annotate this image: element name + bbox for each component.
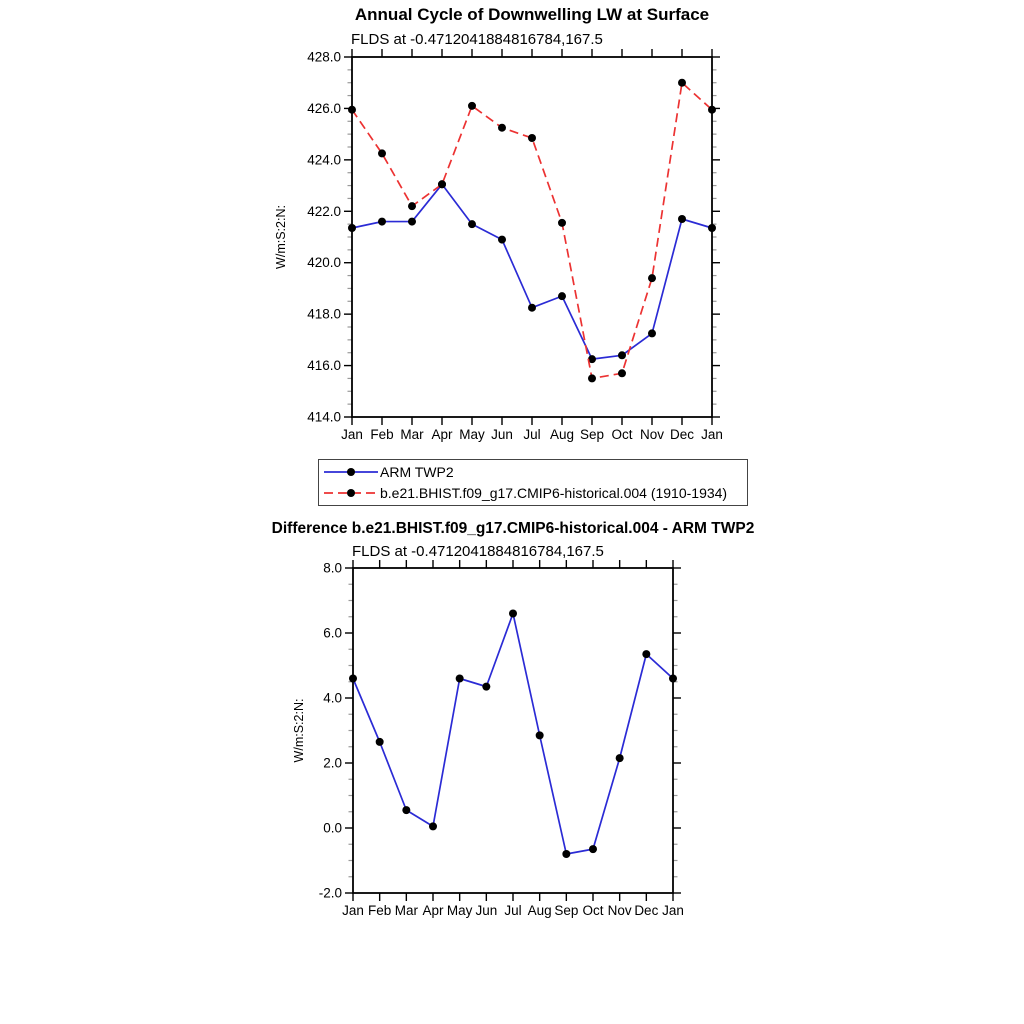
data-point-marker xyxy=(376,738,384,746)
data-point-marker xyxy=(429,822,437,830)
data-point-marker xyxy=(618,351,626,359)
x-tick-label: Dec xyxy=(669,427,695,442)
y-tick-label: 428.0 xyxy=(307,49,341,65)
x-tick-label: Nov xyxy=(639,427,665,442)
legend-line-sample xyxy=(322,462,380,482)
data-point-marker xyxy=(498,124,506,132)
data-point-marker xyxy=(378,218,386,226)
data-point-marker xyxy=(498,236,506,244)
x-tick-label: Jan xyxy=(341,427,363,442)
data-point-marker xyxy=(468,220,476,228)
x-tick-label: Sep xyxy=(554,903,579,918)
x-tick-label: Jan xyxy=(342,903,364,918)
y-tick-label: 418.0 xyxy=(307,306,341,322)
data-point-marker xyxy=(348,106,356,114)
y-tick-label: 6.0 xyxy=(323,625,342,641)
legend-label: b.e21.BHIST.f09_g17.CMIP6-historical.004 (1910-1934) xyxy=(380,484,728,501)
y-tick-label: 0.0 xyxy=(323,820,342,836)
data-point-marker xyxy=(528,134,536,142)
data-point-marker xyxy=(468,102,476,110)
chart-1-plot xyxy=(292,560,684,918)
data-point-marker xyxy=(482,683,490,691)
series-line xyxy=(352,184,712,359)
x-tick-label: Oct xyxy=(582,903,604,918)
data-point-marker xyxy=(536,731,544,739)
x-tick-label: Jun xyxy=(475,903,498,918)
y-tick-label: 2.0 xyxy=(323,755,342,771)
y-tick-label: 414.0 xyxy=(307,409,341,425)
legend-label: ARM TWP2 xyxy=(380,463,454,480)
x-tick-label: Aug xyxy=(527,903,552,918)
data-point-marker xyxy=(648,274,656,282)
chart-0-plot xyxy=(274,49,723,442)
y-tick-label: 424.0 xyxy=(307,152,341,168)
x-tick-label: Apr xyxy=(431,427,453,442)
data-point-marker xyxy=(678,79,686,87)
top-chart-title: Annual Cycle of Downwelling LW at Surface xyxy=(354,5,710,24)
data-point-marker xyxy=(558,219,566,227)
y-tick-label: 416.0 xyxy=(307,358,341,374)
data-point-marker xyxy=(438,180,446,188)
data-point-marker xyxy=(378,149,386,157)
data-point-marker xyxy=(616,754,624,762)
x-tick-label: Aug xyxy=(549,427,575,442)
difference-chart-subtitle: FLDS at -0.4712041884816784,167.5 xyxy=(352,543,604,560)
x-tick-label: Jul xyxy=(504,903,522,918)
series-1-0 xyxy=(349,610,677,859)
data-point-marker xyxy=(708,106,716,114)
series-0-0 xyxy=(348,180,716,363)
legend-entry-1 xyxy=(319,482,747,503)
series-line xyxy=(352,83,712,379)
x-tick-label: Jul xyxy=(523,427,541,442)
x-tick-label: Apr xyxy=(422,903,444,918)
y-axis-label: W/m:S:2:N: xyxy=(292,698,306,763)
legend-box xyxy=(318,459,748,506)
x-tick-label: Feb xyxy=(368,903,392,918)
data-point-marker xyxy=(408,202,416,210)
data-point-marker xyxy=(589,845,597,853)
plot-frame xyxy=(352,57,712,417)
x-tick-label: Nov xyxy=(607,903,632,918)
y-axis-label: W/m:S:2:N: xyxy=(274,205,288,269)
y-tick-label: 420.0 xyxy=(307,255,341,271)
x-tick-label: May xyxy=(446,903,473,918)
x-tick-label: Jun xyxy=(491,427,513,442)
data-point-marker xyxy=(678,215,686,223)
x-tick-label: Oct xyxy=(611,427,633,442)
data-point-marker xyxy=(618,369,626,377)
x-tick-label: Jan xyxy=(701,427,723,442)
x-tick-label: Mar xyxy=(400,427,424,442)
top-chart-subtitle: FLDS at -0.4712041884816784,167.5 xyxy=(351,31,603,48)
data-point-marker xyxy=(669,675,677,683)
data-point-marker xyxy=(708,224,716,232)
x-tick-label: Dec xyxy=(634,903,659,918)
y-tick-label: 422.0 xyxy=(307,203,341,219)
data-point-marker xyxy=(402,806,410,814)
legend-line-sample xyxy=(322,483,380,503)
x-tick-label: Sep xyxy=(579,427,605,442)
data-point-marker xyxy=(456,675,464,683)
y-tick-label: 4.0 xyxy=(323,690,342,706)
data-point-marker xyxy=(588,374,596,382)
y-tick-label: 426.0 xyxy=(307,100,341,116)
data-point-marker xyxy=(408,218,416,226)
legend-entry-0 xyxy=(319,461,747,482)
data-point-marker xyxy=(509,610,517,618)
data-point-marker xyxy=(528,304,536,312)
data-point-marker xyxy=(642,650,650,658)
x-tick-label: Feb xyxy=(370,427,394,442)
y-tick-label: -2.0 xyxy=(318,885,342,901)
legend-marker xyxy=(347,468,355,476)
y-tick-label: 8.0 xyxy=(323,560,342,576)
series-line xyxy=(353,614,673,855)
data-point-marker xyxy=(562,850,570,858)
difference-chart-title: Difference b.e21.BHIST.f09_g17.CMIP6-historical.004 - ARM TWP2 xyxy=(271,520,755,537)
x-tick-label: May xyxy=(459,427,485,442)
data-point-marker xyxy=(348,224,356,232)
data-point-marker xyxy=(648,329,656,337)
x-tick-label: Jan xyxy=(662,903,684,918)
legend-marker xyxy=(347,489,355,497)
data-point-marker xyxy=(349,675,357,683)
x-tick-label: Mar xyxy=(394,903,418,918)
series-0-1 xyxy=(348,79,716,383)
data-point-marker xyxy=(558,292,566,300)
